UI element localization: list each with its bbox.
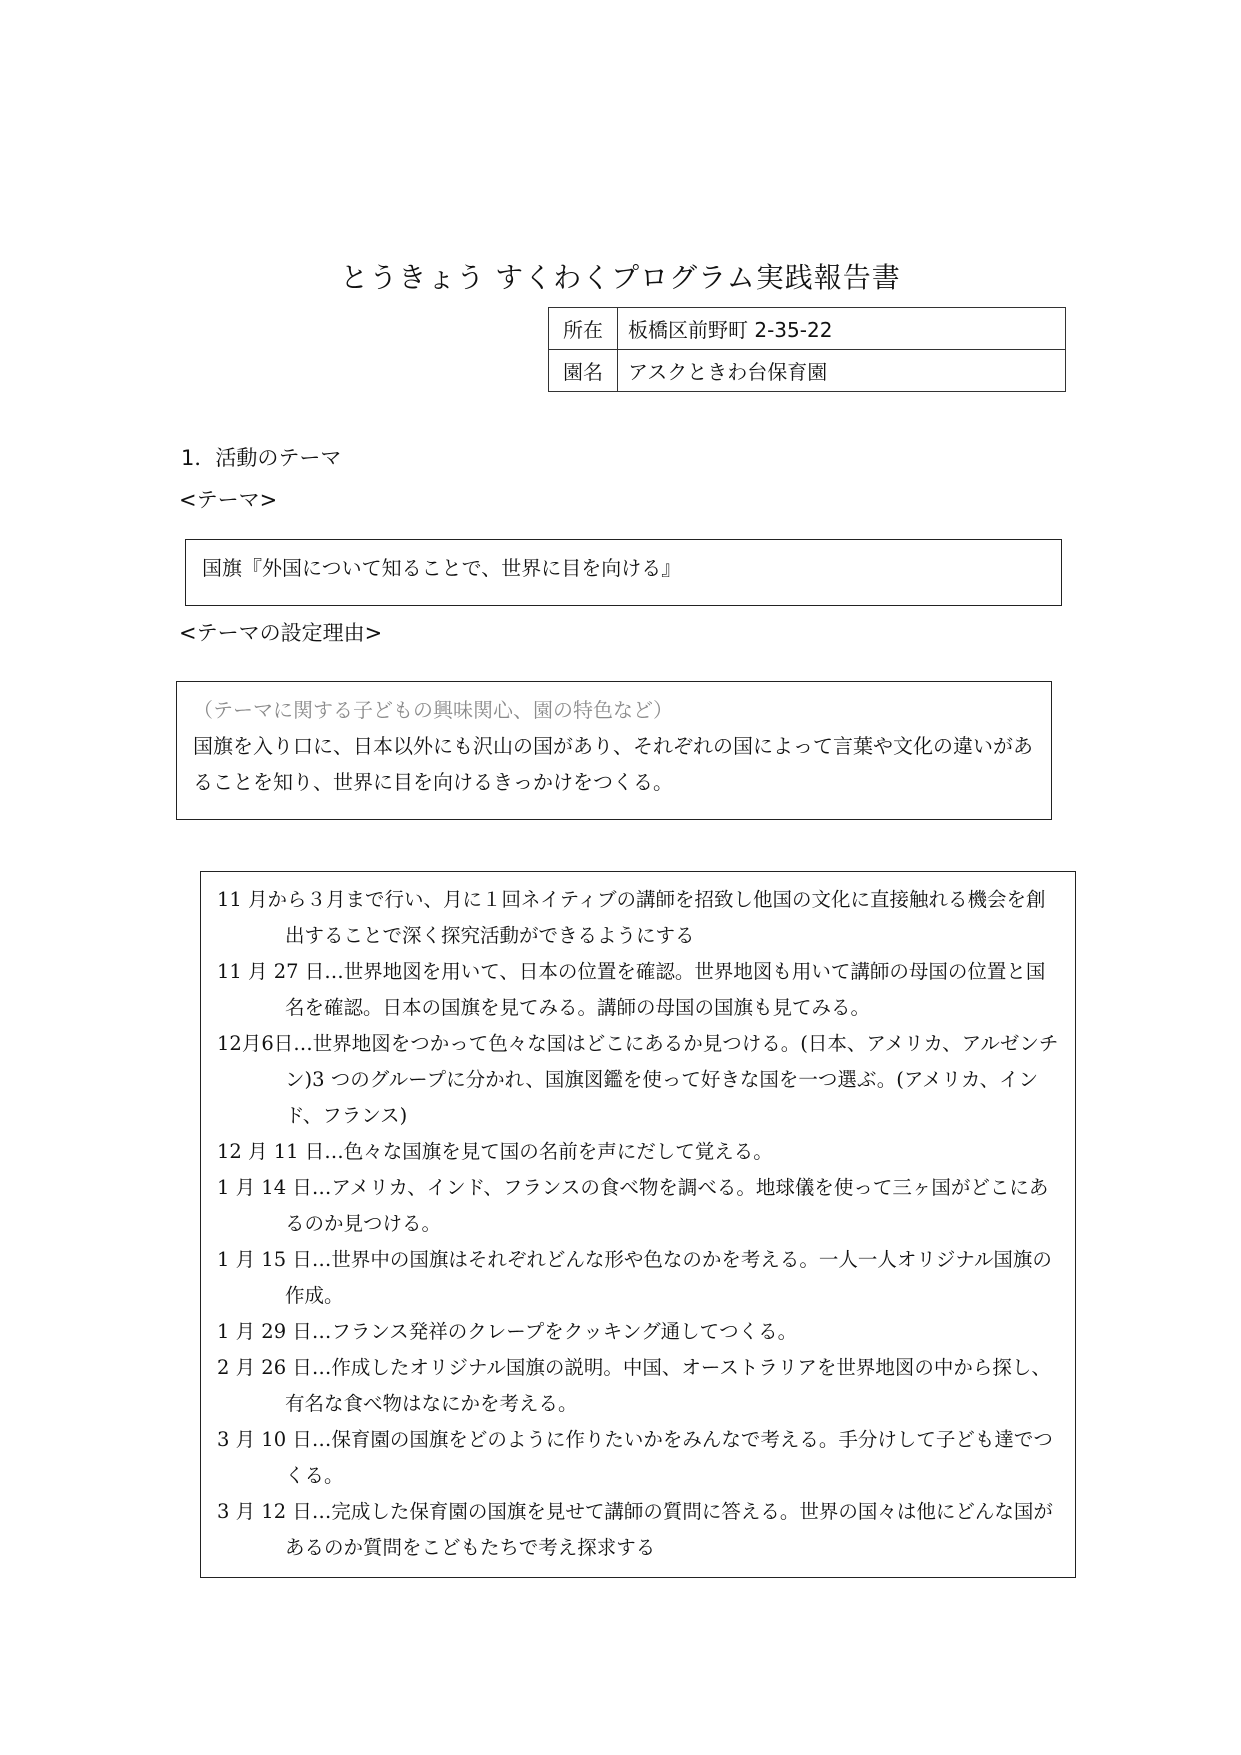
location-value: 板橋区前野町 2-35-22 (618, 308, 1066, 350)
facility-info-table (548, 307, 1066, 392)
plan-entry: 1 月 14 日…アメリカ、インド、フランスの食べ物を調べる。地球儀を使って三ヶ国がどこにあるのか見つける。 (217, 1176, 1049, 1235)
page-title: とうきょう すくわくプログラム実践報告書 (340, 261, 901, 294)
theme-box (185, 539, 1062, 606)
location-row (549, 308, 1066, 350)
plan-entry: 1 月 15 日…世界中の国旗はそれぞれどんな形や色なのかを考える。一人一人オリジナル国旗の作成。 (217, 1248, 1052, 1307)
facility-name-row (549, 350, 1066, 392)
facility-name-value: アスクときわ台保育園 (618, 350, 1066, 392)
plan-entry: 3 月 10 日…保育園の国旗をどのように作りたいかをみんなで考える。手分けして子ども達でつくる。 (217, 1428, 1053, 1487)
reason-hint: （テーマに関する子どもの興味関心、園の特色など） (193, 698, 673, 722)
reason-label: <テーマの設定理由> (179, 621, 383, 645)
plan-entry: 11 月 27 日…世界地図を用いて、日本の位置を確認。世界地図も用いて講師の母国の位置と国名を確認。日本の国旗を見てみる。講師の母国の国旗も見てみる。 (217, 960, 1046, 1019)
plan-entry: 3 月 12 日…完成した保育園の国旗を見せて講師の質問に答える。世界の国々は他にどんな国があるのか質問をこどもたちで考え探求する (217, 1500, 1053, 1559)
section-heading: 1．活動のテーマ (181, 446, 342, 470)
plan-entry: 2 月 26 日…作成したオリジナル国旗の説明。中国、オーストラリアを世界地図の中から探し、有名な食べ物はなにかを考える。 (217, 1356, 1051, 1415)
reason-box (176, 681, 1052, 820)
plan-entry: 12 月 11 日…色々な国旗を見て国の名前を声にだして覚える。 (217, 1140, 773, 1163)
activity-plan-box (200, 871, 1076, 1578)
facility-name-label: 園名 (549, 350, 618, 392)
plan-entry: 12月6日…世界地図をつかって色々な国はどこにあるか見つける。(日本、アメリカ、アルゼンチン)3 つのグループに分かれ、国旗図鑑を使って好きな国を一つ選ぶ。(アメリカ、インド、フランス) (217, 1032, 1059, 1127)
theme-text: 国旗『外国について知ることで、世界に目を向ける』 (202, 556, 682, 580)
theme-label: <テーマ> (179, 488, 278, 512)
reason-text: 国旗を入り口に、日本以外にも沢山の国があり、それぞれの国によって言葉や文化の違いがあることを知り、世界に目を向けるきっかけをつくる。 (193, 734, 1033, 794)
location-label: 所在 (549, 308, 618, 350)
plan-entry: 1 月 29 日…フランス発祥のクレープをクッキング通してつくる。 (217, 1320, 798, 1343)
plan-entry: 11 月から３月まで行い、月に１回ネイティブの講師を招致し他国の文化に直接触れる機会を創出することで深く探究活動ができるようにする (217, 888, 1046, 947)
